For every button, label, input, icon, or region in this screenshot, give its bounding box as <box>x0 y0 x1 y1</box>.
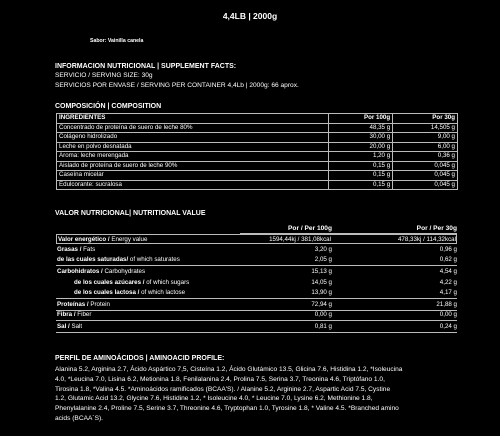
amino-line: Tirosina 1.8, *Valina 4.5. *Aminoácidos ramificados (BCAA'S). / Alanine 5.2, Arginine 2.7, Aspartic Acid 7.5, Cystine <box>55 385 391 393</box>
row-divider <box>56 332 457 333</box>
table-row <box>57 142 458 152</box>
table-row <box>57 171 458 181</box>
label-en: Fats <box>83 246 96 253</box>
ingredient-name: Colágeno hidrolizado <box>57 133 329 143</box>
per-30g-value: 14,505 g <box>393 123 458 133</box>
table-row <box>57 152 458 162</box>
supplement-facts-heading: INFORMACION NUTRICIONAL | SUPPLEMENT FACTS: <box>55 63 237 70</box>
per-100g-value: 1,20 g <box>329 152 393 162</box>
col-per-100g: Por 100g <box>329 114 393 124</box>
row-divider <box>56 298 457 299</box>
nutrition-row-carbohydrates <box>56 267 457 277</box>
col-per-30g: Por 30g <box>393 114 458 124</box>
per-100g-value: 30,00 g <box>329 133 393 143</box>
per-30g-value: 9,00 g <box>393 133 458 143</box>
label-es: Carbohidratos / <box>57 268 105 275</box>
per-30g-value: 0,36 g <box>393 152 458 162</box>
nutrition-row-energy <box>56 234 457 244</box>
label-es: de los cuales azúcares / <box>74 279 145 286</box>
amino-line: acids (BCAA´S). <box>55 414 103 422</box>
per-100g-value: 0,15 g <box>329 161 393 171</box>
value-per-100g: 3,20 g <box>314 246 332 253</box>
per-30g-value: 6,00 g <box>393 142 458 152</box>
composition-heading: COMPOSICIÓN | COMPOSITION <box>55 103 162 110</box>
table-row <box>57 180 458 190</box>
value-per-30g: 0,24 g <box>439 323 457 330</box>
flavor-label: Sabor: Vainilla canela <box>90 38 144 44</box>
label-es: Fibra / <box>57 311 78 318</box>
col-ingredients: INGREDIENTES <box>57 114 329 124</box>
ingredient-name: Concentrado de proteína de suero de leche 80% <box>57 123 329 133</box>
label-es: Grasas / <box>57 246 84 253</box>
per-100g-value: 20,00 g <box>329 142 393 152</box>
per-30g-value: 0,045 g <box>393 180 458 190</box>
ingredient-name: Leche en polvo desnatada <box>57 142 329 152</box>
per-100g-value: 48,35 g <box>329 123 393 133</box>
label-en: Fiber <box>77 311 92 318</box>
aminoacid-profile-text <box>55 365 455 424</box>
value-per-100g: 72,94 g <box>311 301 332 308</box>
serving-size: SERVICIO / SERVING SIZE: 30g <box>55 72 153 79</box>
ingredient-name: Edulcorante: sucralosa <box>57 180 329 190</box>
product-weight-title: 4,4LB | 2000g <box>222 11 278 21</box>
label-es: Valor energético / <box>58 236 110 243</box>
label-es: Proteínas / <box>57 301 91 308</box>
value-per-100g: 2,05 g <box>314 256 332 263</box>
label-es: de los cuales lactosa / <box>74 289 140 296</box>
nutrition-row-saturates <box>56 255 457 265</box>
value-per-30g: 478,33kj / 114,32kcal <box>397 236 456 243</box>
per-30g-value: 0,045 g <box>393 171 458 181</box>
col-per-100g: Por / Per 100g <box>288 225 332 232</box>
amino-line: Alanina 5.2, Arginina 2.7, Ácido Aspártico 7,5, Cisteína 1.2, Ácido Glutámico 13.5, Glicina 7.6, Histidina 1.2, *Isoleucina <box>55 366 403 373</box>
label-es: de las cuales saturadas/ <box>57 256 129 263</box>
nutrition-row-fibre <box>56 310 457 320</box>
col-per-30g: Por / Per 30g <box>416 225 457 232</box>
value-per-100g: 15,13 g <box>311 268 332 275</box>
ingredient-name: Caseína micelar <box>57 171 329 181</box>
value-per-100g: 1594,44kj / 381,08kcal <box>269 236 331 243</box>
row-divider <box>56 265 457 266</box>
value-per-100g: 0,00 g <box>314 311 332 318</box>
nutritional-value-heading: VALOR NUTRICIONAL| NUTRITIONAL VALUE <box>55 210 206 217</box>
nutrition-row-salt <box>56 322 457 332</box>
label-en: of which sugars <box>144 279 190 286</box>
aminoacid-profile-heading: PERFIL DE AMINOÁCIDOS | AMINOACID PROFILE: <box>55 355 225 362</box>
nutrition-row-lactose <box>56 288 457 298</box>
value-per-30g: 4,54 g <box>439 268 457 275</box>
value-per-30g: 0,00 g <box>439 311 457 318</box>
label-es: Sal / <box>57 323 72 330</box>
ingredient-name: Aislado de proteína de suero de leche 90% <box>57 161 329 171</box>
value-per-30g: 0,62 g <box>439 256 457 263</box>
label-en: Salt <box>71 323 83 330</box>
value-per-100g: 14,05 g <box>311 279 332 286</box>
value-per-30g: 4,17 g <box>439 289 457 296</box>
value-per-30g: 4,22 g <box>439 279 457 286</box>
table-row <box>57 133 458 143</box>
amino-line: 4.0, *Leucina 7.0, Lisina 6.2, Metionina 1.8, Fenilalanina 2.4, Prolina 7.5, Serina 3.7, Treonina 4.6, Triptófano 1.0, <box>55 375 385 383</box>
ingredient-name: Aroma: leche merengada <box>57 152 329 162</box>
composition-table <box>56 113 458 190</box>
row-divider <box>56 320 457 321</box>
label-en: Protein <box>90 301 110 308</box>
value-per-100g: 0,81 g <box>314 323 332 330</box>
table-row <box>57 161 458 171</box>
nutrition-row-fats <box>56 245 457 255</box>
per-100g-value: 0,15 g <box>329 171 393 181</box>
value-per-100g: 13,90 g <box>311 289 332 296</box>
nutrition-row-sugars <box>56 278 457 288</box>
servings-per-container: SERVICIOS POR ENVASE / SERVING PER CONTAINER 4,4Lb | 2000g: 66 aprox. <box>55 82 299 89</box>
nutrition-row-protein <box>56 300 457 310</box>
amino-line: 1.2, Glutamic Acid 13.2, Glycine 7.6, Histidine 1.2, * Isoleucine 4.0, * Leucine 7.0, Lysine 6.2, Methionine 1.8, <box>55 395 373 403</box>
value-per-30g: 21,88 g <box>436 301 457 308</box>
per-100g-value: 0,15 g <box>329 180 393 190</box>
label-en: Carbohydrates <box>104 268 146 275</box>
value-per-30g: 0,96 g <box>439 246 457 253</box>
label-en: Energy value <box>109 236 148 243</box>
composition-header-row <box>57 114 458 124</box>
label-en: of which lactose <box>139 289 186 296</box>
table-row <box>57 123 458 133</box>
label-en: of which saturates <box>128 256 180 263</box>
per-30g-value: 0,045 g <box>393 161 458 171</box>
amino-line: Phenylalanine 2.4, Proline 7.5, Serine 3.7, Threonine 4.6, Tryptophan 1.0, Tyrosine 1.8, * Valine 4.5. *Branched amino <box>55 405 399 413</box>
